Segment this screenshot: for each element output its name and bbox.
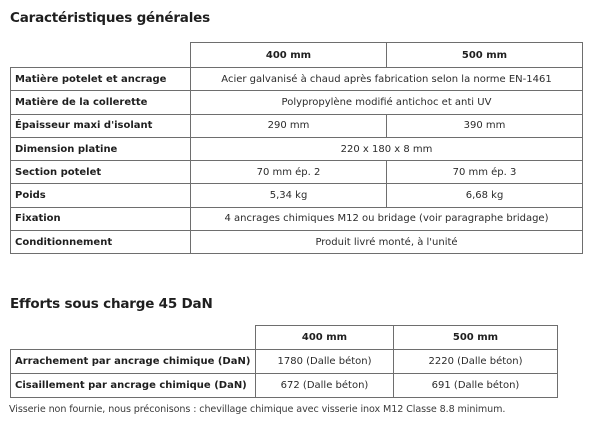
table-row bbox=[11, 161, 583, 184]
row-label: Épaisseur maxi d'isolant bbox=[11, 114, 191, 137]
row-label: Conditionnement bbox=[11, 231, 191, 254]
row-value-500: 2220 (Dalle béton) bbox=[394, 350, 558, 374]
table-row bbox=[11, 68, 583, 91]
row-label: Dimension platine bbox=[11, 137, 191, 160]
row-value: Produit livré monté, à l'unité bbox=[191, 231, 583, 254]
row-value-400: 290 mm bbox=[191, 114, 387, 137]
row-value-400: 1780 (Dalle béton) bbox=[256, 350, 394, 374]
row-value: Acier galvanisé à chaud après fabrication selon la norme EN-1461 bbox=[191, 68, 583, 91]
row-value-500: 6,68 kg bbox=[387, 184, 583, 207]
header-empty-cell bbox=[11, 43, 191, 68]
row-value: 4 ancrages chimiques M12 ou bridage (voir paragraphe bridage) bbox=[191, 207, 583, 230]
row-value: Polypropylène modifié antichoc et anti UV bbox=[191, 91, 583, 114]
header-empty-cell bbox=[11, 326, 256, 350]
header-400mm: 400 mm bbox=[256, 326, 394, 350]
row-label: Cisaillement par ancrage chimique (DaN) bbox=[11, 374, 256, 398]
efforts-table bbox=[10, 325, 558, 398]
header-500mm: 500 mm bbox=[387, 43, 583, 68]
row-value-400: 70 mm ép. 2 bbox=[191, 161, 387, 184]
caracteristiques-table bbox=[10, 42, 583, 254]
table-row bbox=[11, 91, 583, 114]
row-value-500: 691 (Dalle béton) bbox=[394, 374, 558, 398]
table-row bbox=[11, 207, 583, 230]
header-500mm: 500 mm bbox=[394, 326, 558, 350]
row-label: Matière potelet et ancrage bbox=[11, 68, 191, 91]
footnote: Visserie non fournie, nous préconisons : chevillage chimique avec visserie inox M12 Classe 8.8 minimum. bbox=[9, 404, 506, 415]
table-header-row bbox=[11, 326, 558, 350]
row-label: Fixation bbox=[11, 207, 191, 230]
row-value-400: 672 (Dalle béton) bbox=[256, 374, 394, 398]
table-header-row bbox=[11, 43, 583, 68]
row-label: Poids bbox=[11, 184, 191, 207]
row-value-400: 5,34 kg bbox=[191, 184, 387, 207]
table-row bbox=[11, 114, 583, 137]
row-value: 220 x 180 x 8 mm bbox=[191, 137, 583, 160]
section-title-caracteristiques: Caractéristiques générales bbox=[10, 10, 210, 26]
row-value-500: 70 mm ép. 3 bbox=[387, 161, 583, 184]
row-label: Section potelet bbox=[11, 161, 191, 184]
table-row bbox=[11, 374, 558, 398]
header-400mm: 400 mm bbox=[191, 43, 387, 68]
section-title-efforts: Efforts sous charge 45 DaN bbox=[10, 296, 213, 312]
row-label: Arrachement par ancrage chimique (DaN) bbox=[11, 350, 256, 374]
table-row bbox=[11, 231, 583, 254]
row-label: Matière de la collerette bbox=[11, 91, 191, 114]
table-row bbox=[11, 350, 558, 374]
table-row bbox=[11, 137, 583, 160]
table-row bbox=[11, 184, 583, 207]
row-value-500: 390 mm bbox=[387, 114, 583, 137]
